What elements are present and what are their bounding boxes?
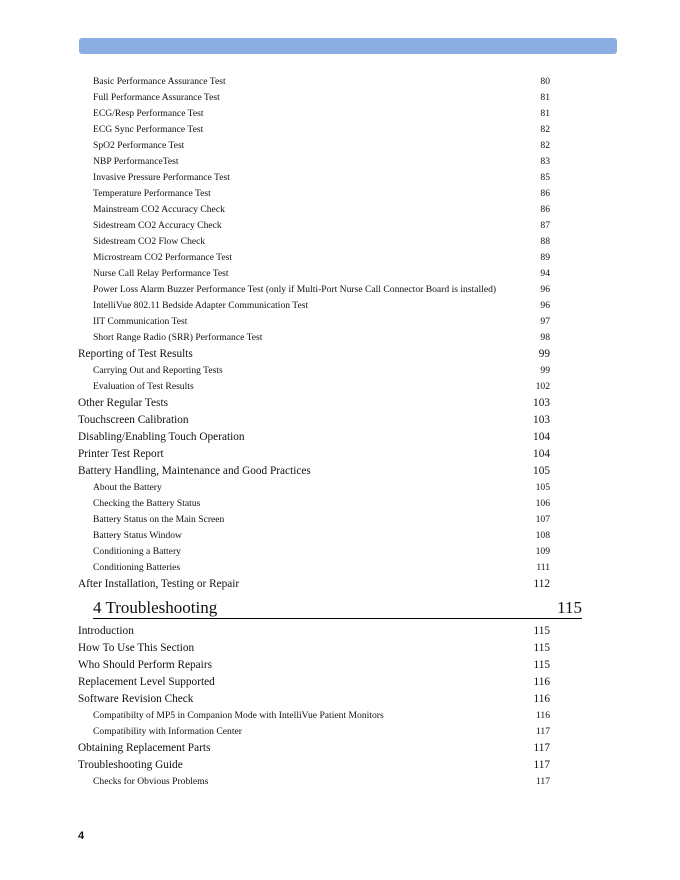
toc-entry[interactable] <box>0 724 680 740</box>
toc-entry-title[interactable]: ECG Sync Performance Test <box>93 124 204 135</box>
toc-entry-title[interactable]: Introduction <box>78 625 134 637</box>
toc-entry[interactable] <box>0 74 680 90</box>
toc-entry-title[interactable]: Battery Status on the Main Screen <box>93 514 225 525</box>
toc-entry-title[interactable]: Compatibility with Information Center <box>93 726 242 737</box>
toc-entry[interactable] <box>0 480 680 496</box>
toc-entry-page[interactable]: 103 <box>533 397 550 409</box>
toc-entry-title[interactable]: Temperature Performance Test <box>93 188 211 199</box>
toc-entry[interactable] <box>0 266 680 282</box>
toc-entry-page[interactable]: 89 <box>540 252 550 263</box>
toc-entry-page[interactable]: 102 <box>535 381 550 392</box>
toc-entry-page[interactable]: 87 <box>540 220 550 231</box>
toc-entry-title[interactable]: NBP PerformanceTest <box>93 156 179 167</box>
toc-entry[interactable] <box>0 330 680 346</box>
toc-entry-page[interactable]: 103 <box>533 414 550 426</box>
toc-entry-page[interactable]: 106 <box>535 498 550 509</box>
toc-entry-title[interactable]: Power Loss Alarm Buzzer Performance Test (only if Multi-Port Nurse Call Connector Board is installed) <box>93 284 497 295</box>
toc-entry-title[interactable]: Nurse Call Relay Performance Test <box>93 268 229 279</box>
toc-entry-page[interactable]: 116 <box>535 710 550 721</box>
toc-entry[interactable] <box>0 218 680 234</box>
toc-entry-page[interactable]: 115 <box>533 659 550 671</box>
toc-entry-title[interactable]: Reporting of Test Results <box>78 348 193 360</box>
toc-entry-title[interactable]: Carrying Out and Reporting Tests <box>93 365 223 376</box>
toc-entry-title[interactable]: Invasive Pressure Performance Test <box>93 172 230 183</box>
toc-entry-title[interactable]: After Installation, Testing or Repair <box>78 578 240 590</box>
toc-entry-page[interactable]: 111 <box>536 562 550 573</box>
toc-entry-page[interactable]: 82 <box>540 140 550 151</box>
toc-entry[interactable] <box>0 740 680 757</box>
toc-entry-page[interactable]: 115 <box>533 642 550 654</box>
toc-entry[interactable] <box>0 363 680 379</box>
toc-entry[interactable] <box>0 657 680 674</box>
toc-entry[interactable] <box>0 122 680 138</box>
toc-entry-page[interactable]: 82 <box>540 124 550 135</box>
toc-entry[interactable] <box>0 691 680 708</box>
toc-entry[interactable] <box>0 379 680 395</box>
toc-entry-page[interactable]: 115 <box>533 625 550 637</box>
toc-entry-page[interactable]: 104 <box>533 448 550 460</box>
toc-entry-page[interactable]: 88 <box>540 236 550 247</box>
toc-entry[interactable] <box>0 640 680 657</box>
toc-entry-page[interactable]: 112 <box>533 578 550 590</box>
toc-entry-title[interactable]: Mainstream CO2 Accuracy Check <box>93 204 225 215</box>
toc-entry[interactable] <box>0 496 680 512</box>
toc-entry[interactable] <box>0 560 680 576</box>
toc-entry-page[interactable]: 85 <box>540 172 550 183</box>
toc-entry[interactable] <box>0 512 680 528</box>
toc-entry[interactable] <box>0 346 680 363</box>
toc-entry[interactable] <box>0 202 680 218</box>
toc-entry[interactable] <box>0 298 680 314</box>
toc-entry-title[interactable]: Conditioning Batteries <box>93 562 181 573</box>
toc-entry-page[interactable]: 98 <box>540 332 550 343</box>
toc-entry-title[interactable]: Short Range Radio (SRR) Performance Test <box>93 332 263 343</box>
toc-entry[interactable] <box>0 757 680 774</box>
toc-entry-page[interactable]: 97 <box>540 316 550 327</box>
toc-entry-page[interactable]: 99 <box>538 348 550 360</box>
toc-entry-page[interactable]: 116 <box>533 693 550 705</box>
toc-entry[interactable] <box>0 674 680 691</box>
toc-entry[interactable] <box>0 90 680 106</box>
toc-entry[interactable] <box>0 446 680 463</box>
toc-entry-title[interactable]: Obtaining Replacement Parts <box>78 742 211 754</box>
toc-entry[interactable] <box>0 774 680 790</box>
toc-entry[interactable] <box>0 234 680 250</box>
toc-entry-title[interactable]: Other Regular Tests <box>78 397 168 409</box>
toc-entry[interactable] <box>0 463 680 480</box>
toc-entry-page[interactable]: 80 <box>540 76 550 87</box>
toc-entry-title[interactable]: Battery Handling, Maintenance and Good Practices <box>78 465 311 477</box>
toc-entry[interactable] <box>0 708 680 724</box>
toc-entry-page[interactable]: 107 <box>535 514 550 525</box>
toc-entry-page[interactable]: 83 <box>540 156 550 167</box>
toc-entry-title[interactable]: Troubleshooting Guide <box>78 759 183 771</box>
toc-entry-page[interactable]: 96 <box>540 300 550 311</box>
toc-entry-title[interactable]: How To Use This Section <box>78 642 195 654</box>
toc-entry-title[interactable]: Disabling/Enabling Touch Operation <box>78 431 245 443</box>
toc-entry-page[interactable]: 104 <box>533 431 550 443</box>
toc-entry[interactable] <box>0 544 680 560</box>
toc-entry-title[interactable]: Replacement Level Supported <box>78 676 215 688</box>
toc-entry-page[interactable]: 109 <box>535 546 550 557</box>
toc-entry[interactable] <box>0 282 680 298</box>
toc-entry-page[interactable]: 99 <box>540 365 550 376</box>
toc-entry-title[interactable]: 4 Troubleshooting <box>93 598 218 617</box>
header-bar <box>79 38 617 54</box>
page-number: 4 <box>78 830 85 842</box>
toc-entry-page[interactable]: 115 <box>557 598 582 617</box>
toc-entry-page[interactable]: 105 <box>535 482 550 493</box>
toc-entry[interactable] <box>0 429 680 446</box>
toc-entry-page[interactable]: 117 <box>535 726 550 737</box>
toc-entry-title[interactable]: IntelliVue 802.11 Bedside Adapter Communication Test <box>93 300 309 311</box>
toc-entry-title[interactable]: Sidestream CO2 Accuracy Check <box>93 220 222 231</box>
toc-entry[interactable] <box>0 314 680 330</box>
toc-entry-title[interactable]: Printer Test Report <box>78 448 164 460</box>
toc-entry[interactable] <box>0 138 680 154</box>
toc-entry-page[interactable]: 86 <box>540 204 550 215</box>
toc-entry-title[interactable]: Who Should Perform Repairs <box>78 659 212 671</box>
toc-entry-title[interactable]: Software Revision Check <box>78 693 194 705</box>
toc-entry-title[interactable]: Battery Status Window <box>93 530 182 541</box>
toc-entry-page[interactable]: 86 <box>540 188 550 199</box>
toc-entry[interactable] <box>0 623 680 640</box>
toc-entry-page[interactable]: 96 <box>540 284 550 295</box>
toc-chapter-heading[interactable] <box>0 593 680 623</box>
toc-entry[interactable] <box>0 412 680 429</box>
toc-entry-title[interactable]: Evaluation of Test Results <box>93 381 194 392</box>
toc-entry-title[interactable]: Checks for Obvious Problems <box>93 776 209 787</box>
table-of-contents <box>0 74 680 790</box>
toc-entry-title[interactable]: ECG/Resp Performance Test <box>93 108 204 119</box>
toc-entry[interactable] <box>0 170 680 186</box>
toc-entry[interactable] <box>0 154 680 170</box>
toc-entry[interactable] <box>0 395 680 412</box>
toc-entry-title[interactable]: About the Battery <box>93 482 162 493</box>
toc-entry-title[interactable]: IIT Communication Test <box>93 316 188 327</box>
toc-entry-title[interactable]: Touchscreen Calibration <box>78 414 189 426</box>
toc-entry-title[interactable]: Sidestream CO2 Flow Check <box>93 236 206 247</box>
toc-entry-page[interactable]: 81 <box>540 108 550 119</box>
toc-entry-title[interactable]: Basic Performance Assurance Test <box>93 76 226 87</box>
toc-entry-page[interactable]: 81 <box>540 92 550 103</box>
toc-entry-title[interactable]: Conditioning a Battery <box>93 546 181 557</box>
toc-entry[interactable] <box>0 576 680 593</box>
toc-entry-title[interactable]: Microstream CO2 Performance Test <box>93 252 233 263</box>
toc-entry-title[interactable]: SpO2 Performance Test <box>93 140 185 151</box>
toc-entry-page[interactable]: 105 <box>533 465 550 477</box>
toc-entry[interactable] <box>0 106 680 122</box>
toc-entry-page[interactable]: 108 <box>535 530 550 541</box>
toc-entry-title[interactable]: Full Performance Assurance Test <box>93 92 220 103</box>
toc-entry-page[interactable]: 116 <box>533 676 550 688</box>
toc-entry[interactable] <box>0 250 680 266</box>
toc-entry-page[interactable]: 94 <box>540 268 550 279</box>
toc-entry[interactable] <box>0 186 680 202</box>
toc-entry-title[interactable]: Compatibilty of MP5 in Companion Mode with IntelliVue Patient Monitors <box>93 710 384 721</box>
toc-entry-page[interactable]: 117 <box>535 776 550 787</box>
toc-entry-title[interactable]: Checking the Battery Status <box>93 498 201 509</box>
toc-entry[interactable] <box>0 528 680 544</box>
toc-entry-page[interactable]: 117 <box>533 759 550 771</box>
toc-entry-page[interactable]: 117 <box>533 742 550 754</box>
